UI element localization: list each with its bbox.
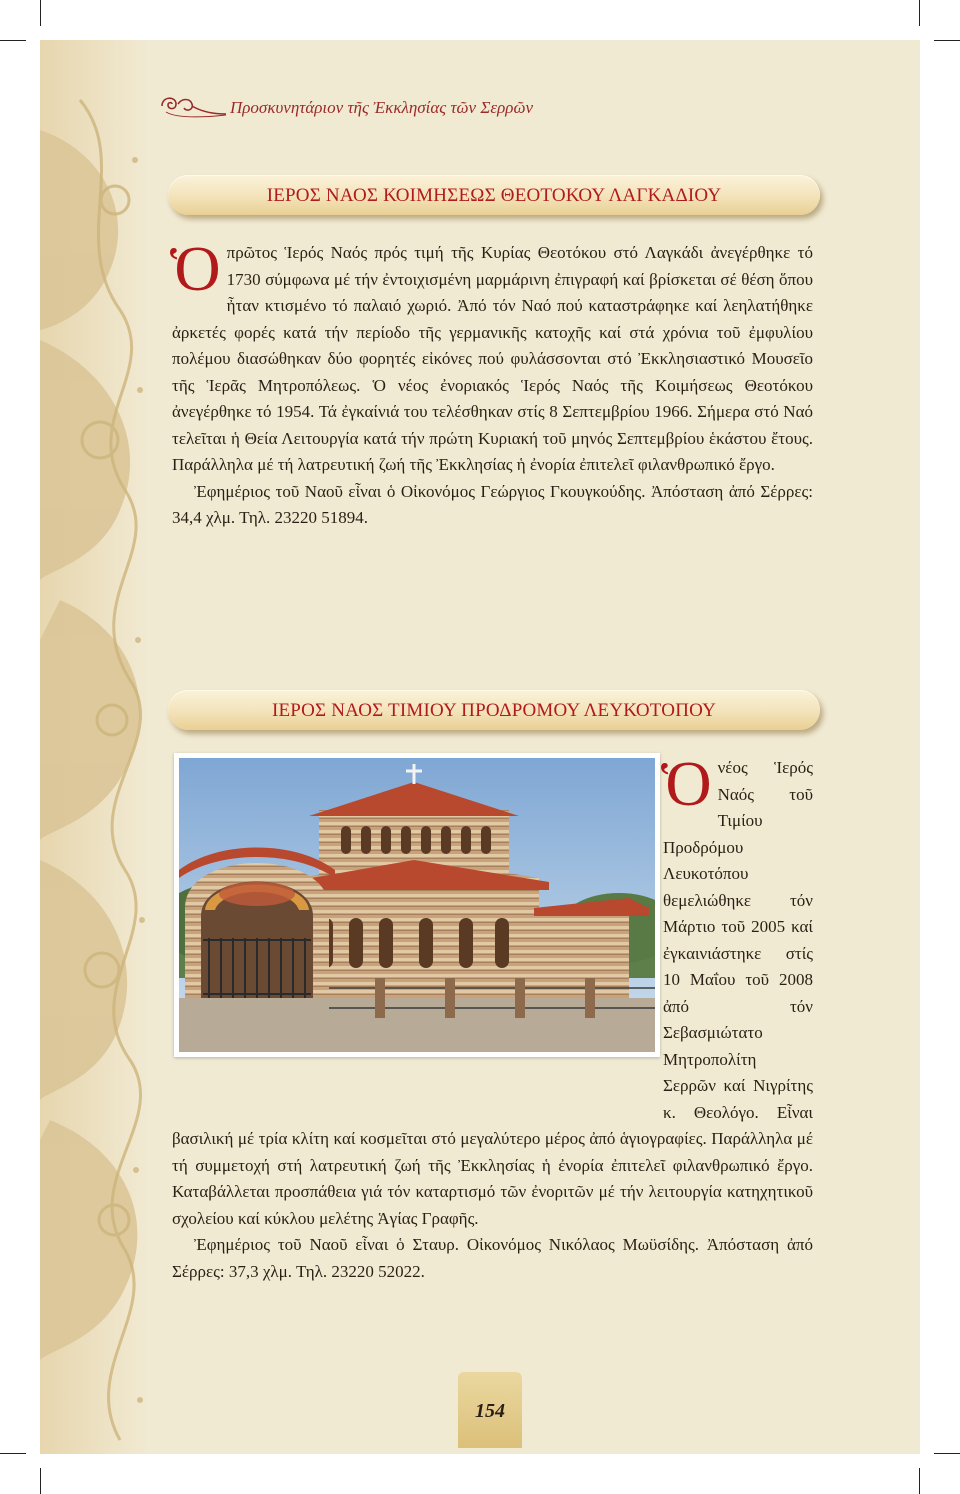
- crop-mark: [919, 0, 920, 26]
- crop-mark: [40, 1468, 41, 1494]
- page: [40, 40, 920, 1454]
- crop-mark: [0, 40, 26, 41]
- drop-cap: Ὁ: [170, 233, 221, 304]
- crop-mark: [934, 1453, 960, 1454]
- section-heading: ΙΕΡΟΣ ΝΑΟΣ ΤΙΜΙΟΥ ΠΡΟΔΡΟΜΟΥ ΛΕΥΚΟΤΟΠΟΥ: [271, 700, 717, 721]
- paragraph: Ἐφημέριος τοῦ Ναοῦ εἶναι ὁ Σταυρ. Οἰκονόμος Νικόλαος Μωϋσίδης. Ἀπόσταση ἀπό Σέρρες: 37,3 χλμ. Τηλ. 23220 52022.: [172, 1235, 813, 1281]
- paragraph: Ἐφημέριος τοῦ Ναοῦ εἶναι ὁ Οἰκονόμος Γεώργιος Γκουγκούδης. Ἀπόσταση ἀπό Σέρρες: 34,4 χλμ. Τηλ. 23220 51894.: [172, 481, 813, 527]
- paragraph: νέος Ἱερός Ναός τοῦ Τιμίου Προδρόμου Λευκοτόπου θεμελιώθηκε τόν Μάρτιο τοῦ 2005 καί ἐγκαινιάστηκε στίς 10 Μαΐου τοῦ 2008 ἀπό τόν Σεβασμιώτατο Μητροπολίτη Σερρῶν καί Νιγρίτης κ. Θεολόγο. Εἶναι βασιλική μέ τρία κλίτη καί κοσμεῖται στό μεγαλύτερο μέρος ἀπό ἁγιογραφίες. Παράλληλα μέ τή συμμετοχή στή λατρευτική ζωή τῆς Ἐκκλησίας ἡ ἐνορία ἐπιτελεῖ φιλανθρωπικό ἔργο. Καταβάλλεται προσπάθεια γιά τόν καταρτισμό τῶν ἐνοριτῶν μέ τήν λειτουργία κατηχητικοῦ σχολείου καί κύκλου μελέτης Ἁγίας Γραφῆς.: [172, 758, 813, 1228]
- crop-mark: [0, 1453, 26, 1454]
- section-body: [172, 748, 813, 1285]
- crop-mark: [40, 0, 41, 26]
- section-body: [170, 233, 813, 532]
- page-number-tab: [458, 1372, 522, 1448]
- running-header: [158, 92, 658, 122]
- section-heading-banner: [168, 690, 820, 730]
- page-number: 154: [475, 1400, 505, 1422]
- crop-mark: [919, 1468, 920, 1494]
- crop-mark: [934, 40, 960, 41]
- section-heading: ΙΕΡΟΣ ΝΑΟΣ ΚΟΙΜΗΣΕΩΣ ΘΕΟΤΟΚΟΥ ΛΑΓΚΑΔΙΟΥ: [266, 185, 722, 206]
- paragraph: πρῶτος Ἱερός Ναός πρός τιμή τῆς Κυρίας Θεοτόκου στό Λαγκάδι ἀνεγέρθηκε τό 1730 σύμφωνα μέ τήν ἐντοιχισμένη μαρμάρινη ἐπιγραφή καί βρίσκεται σέ θέση ὅπου ἦταν κτισμένο τό παλαιό χωριό. Ἀπό τόν Ναό πού καταστράφηκε καί λεηλατήθηκε ἀρκετές φορές κατά τήν περίοδο τῆς γερμανικῆς κατοχῆς καί στά χρόνια τοῦ ἐμφυλίου πολέμου διασώθηκαν δύο φορητές εἰκόνες πού φυλάσσονται στό Ἐκκλησιαστικό Μουσεῖο τῆς Ἱερᾶς Μητροπόλεως. Ὁ νέος ἐνοριακός Ἱερός Ναός τῆς Κοιμήσεως Θεοτόκου ἀνεγέρθηκε τό 1954. Τά ἐγκαίνιά του τελέσθηκαν στίς 8 Σεπτεμβρίου 1966. Σήμερα στό Ναό τελεῖται ἡ Θεία Λειτουργία κατά τήν πρώτη Κυριακή τοῦ μηνός Σεπτεμβρίου ἑκάστου ἔτους. Παράλληλα μέ τή λατρευτική ζωή τῆς Ἐκκλησίας ἡ ἐνορία ἐπιτελεῖ φιλανθρωπικό ἔργο.: [172, 243, 813, 474]
- flourish-icon: [158, 92, 228, 122]
- section-heading-banner: [168, 175, 820, 215]
- photo-spacer: [172, 755, 663, 1100]
- drop-cap: Ὁ: [661, 748, 712, 819]
- running-title: Προσκυνητάριον τῆς Ἐκκλησίας τῶν Σερρῶν: [230, 98, 534, 117]
